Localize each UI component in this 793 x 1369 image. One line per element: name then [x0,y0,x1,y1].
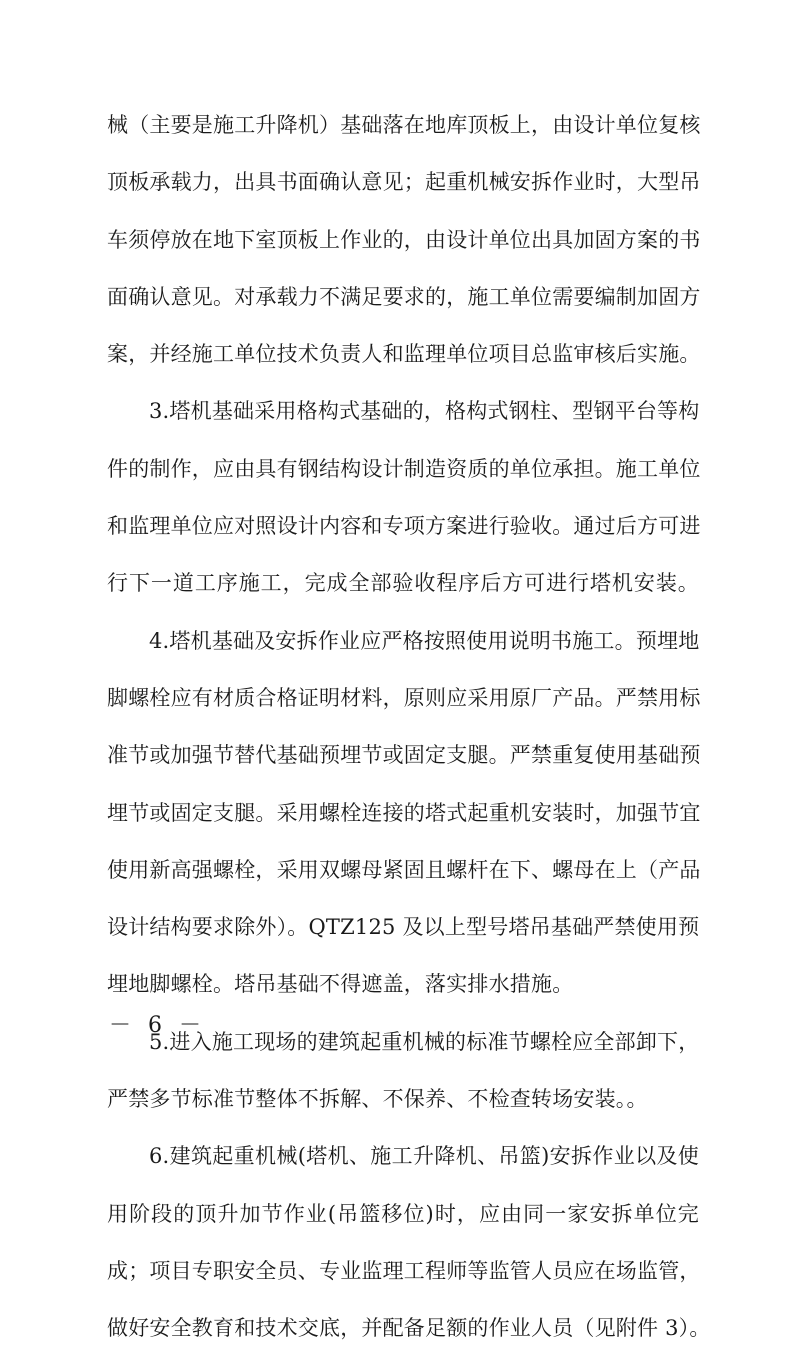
text-line: 埋节或固定支腿。采用螺栓连接的塔式起重机安装时，加强节宜 [107,800,701,825]
text-line: 件的制作，应由具有钢结构设计制造资质的单位承担。施工单位 [107,456,701,481]
text-line: 车须停放在地下室顶板上作业的，由设计单位出具加固方案的书 [107,227,701,252]
text-line: 用阶段的顶升加节作业(吊篮移位)时，应由同一家安拆单位完 [107,1201,699,1226]
text-line: 面确认意见。对承载力不满足要求的，施工单位需要编制加固方 [107,284,701,309]
text-line: 行下一道工序施工，完成全部验收程序后方可进行塔机安装。 [107,571,699,596]
text-line: 准节或加强节替代基础预埋节或固定支腿。严禁重复使用基础预 [107,743,701,768]
text-line: 严禁多节标准节整体不拆解、不保养、不检查转场安装。。 [107,1087,648,1112]
text-line: 械（主要是施工升降机）基础落在地库顶板上，由设计单位复核 [107,113,701,137]
text-line: 成；项目专职安全员、专业监理工程师等监管人员应在场监管， [107,1258,701,1283]
text-line: 脚螺栓应有材质合格证明材料，原则应采用原厂产品。严禁用标 [107,685,701,710]
text-line: 4.塔机基础及安拆作业应严格按照使用说明书施工。预埋地 [149,628,700,653]
text-line: 使用新高强螺栓，采用双螺母紧固且螺杆在下、螺母在上（产品 [107,857,701,882]
text-line: 做好安全教育和技术交底，并配备足额的作业人员（见附件 3）。 [107,1316,711,1341]
text-line: 和监理单位应对照设计内容和专项方案进行验收。通过后方可进 [107,514,701,539]
text-line: 顶板承载力，出具书面确认意见；起重机械安拆作业时，大型吊 [107,170,701,195]
text-line: 5.进入施工现场的建筑起重机械的标准节螺栓应全部卸下， [149,1029,700,1054]
text-line: 6.建筑起重机械(塔机、施工升降机、吊篮)安拆作业以及使 [149,1144,699,1169]
document-body [107,108,711,1369]
text-line: 设计结构要求除外）。QTZ125 及以上型号塔吊基础严禁使用预 [107,915,700,940]
text-line: 案，并经施工单位技术负责人和监理单位项目总监审核后实施。 [107,342,701,367]
page-number: － 6 － [109,1013,206,1038]
text-line: 埋地脚螺栓。塔吊基础不得遮盖，落实排水措施。 [107,972,574,997]
text-line: 3.塔机基础采用格构式基础的，格构式钢柱、型钢平台等构 [149,399,700,424]
